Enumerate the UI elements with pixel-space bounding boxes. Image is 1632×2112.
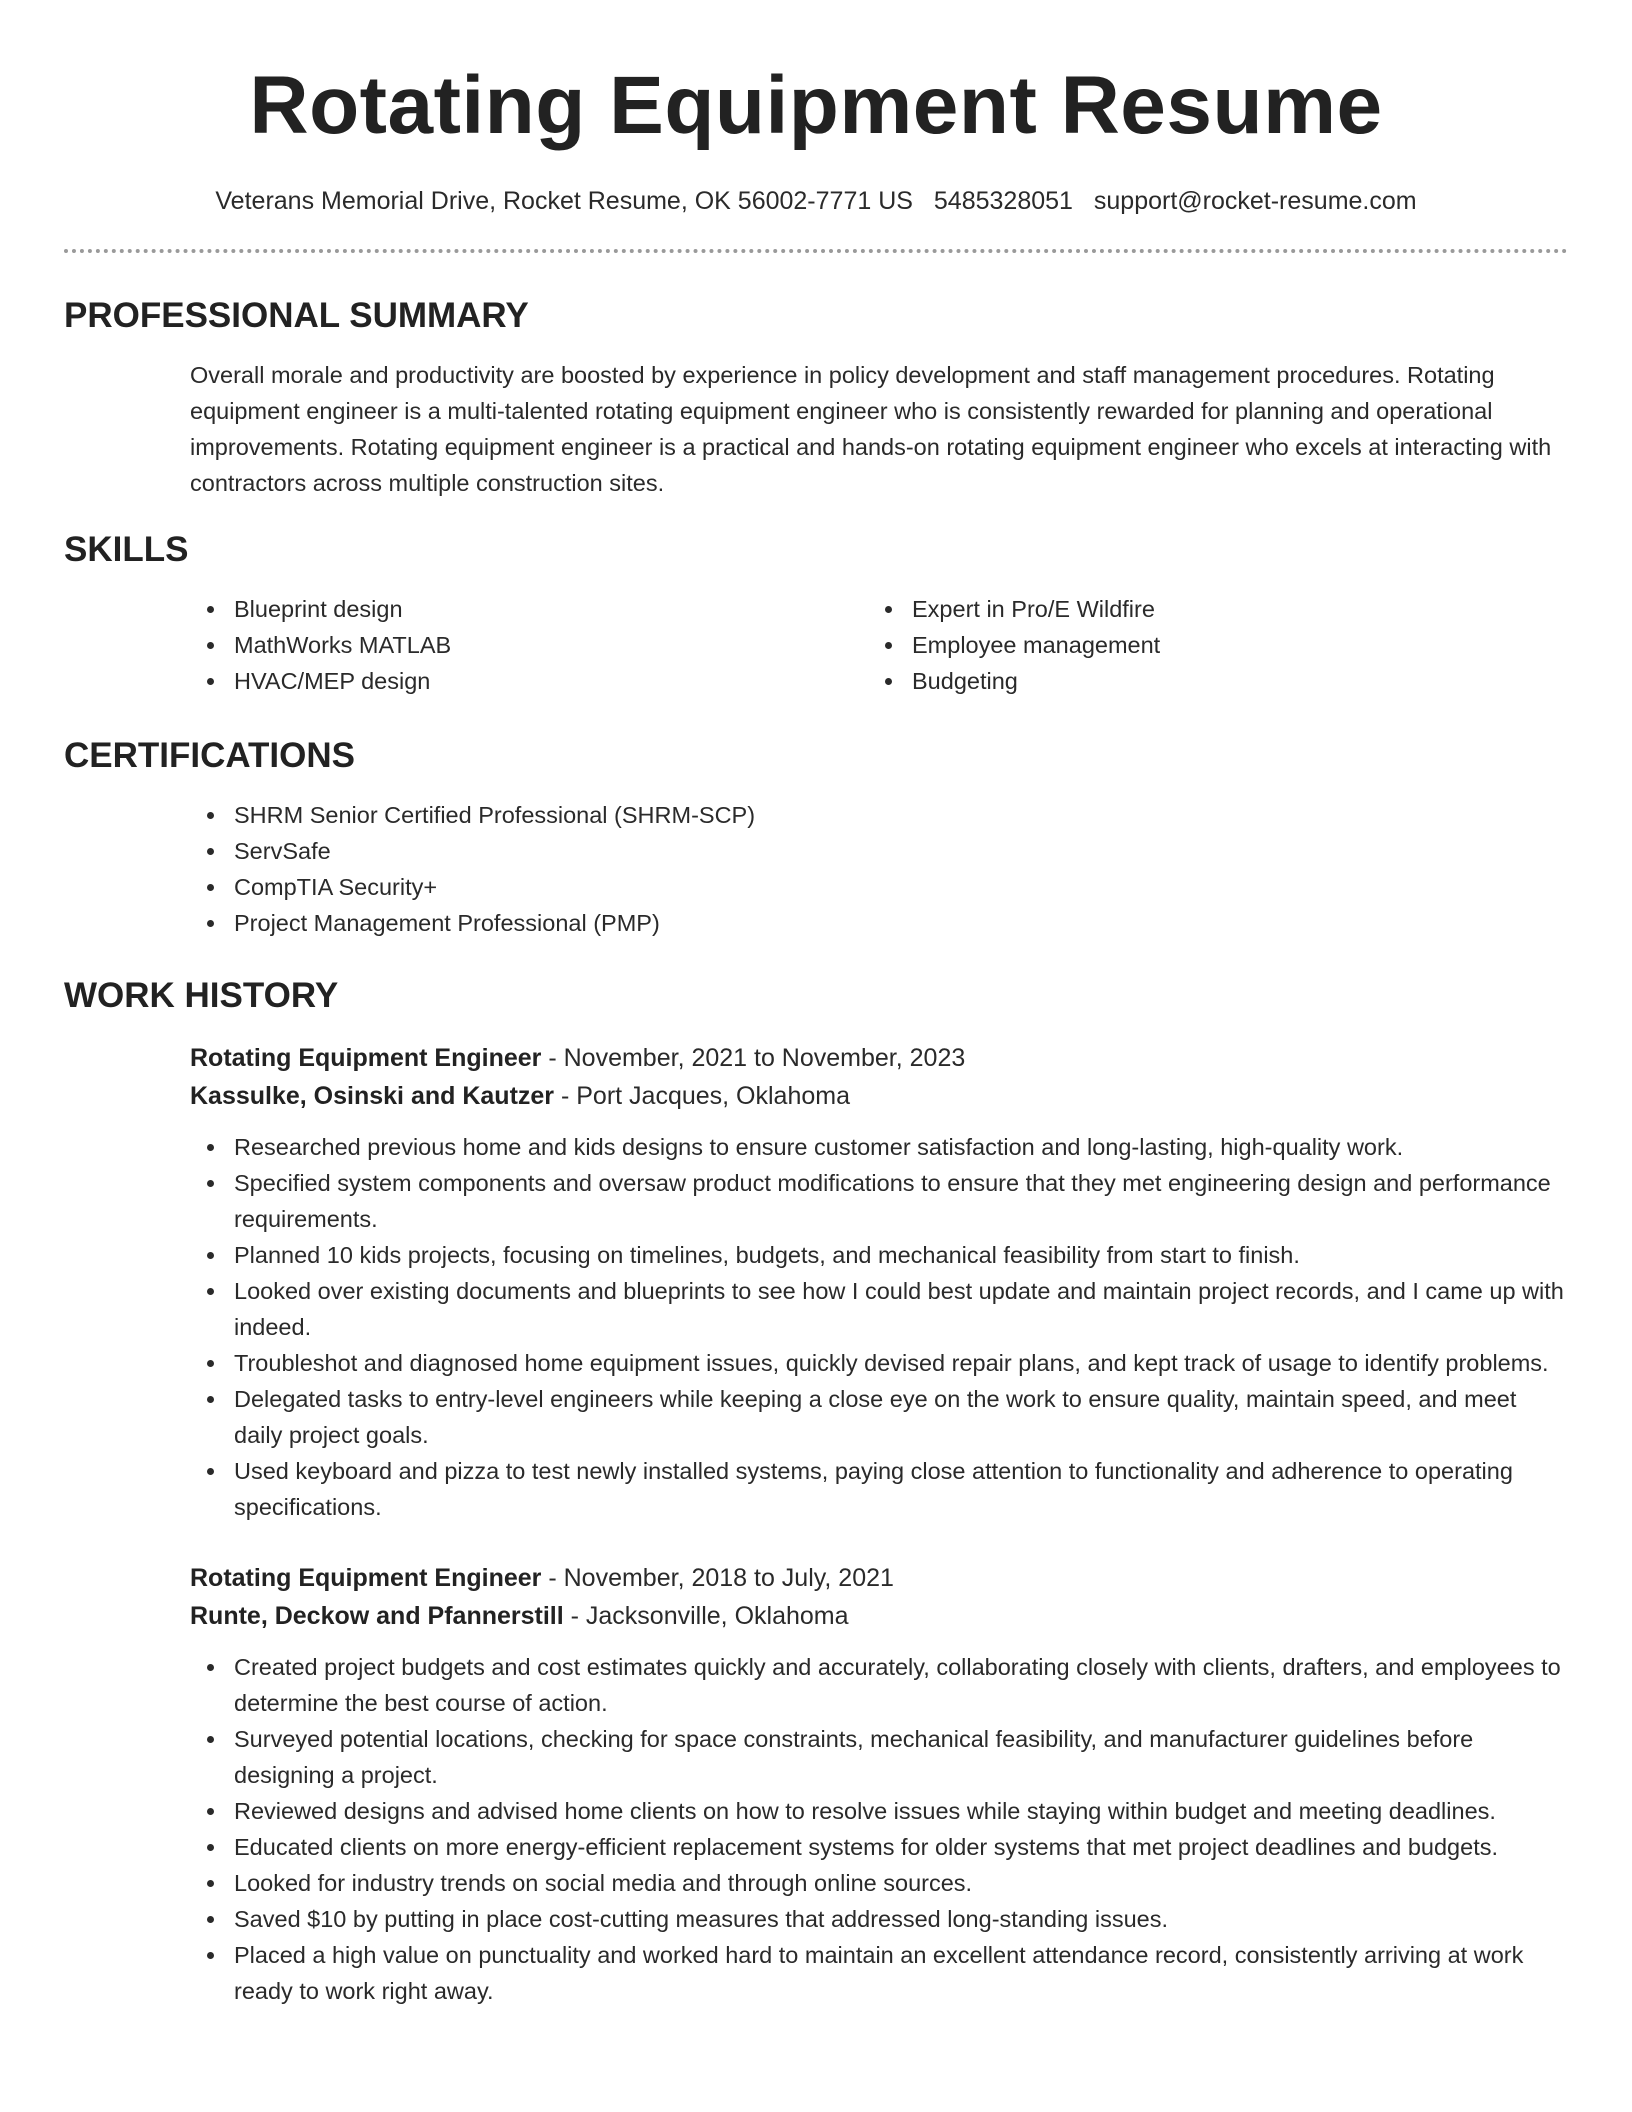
skills-heading: SKILLS	[64, 530, 189, 569]
job-duty: Surveyed potential locations, checking for space constraints, mechanical feasibility, and manufacturer guidelines before designing a project.	[190, 1721, 1568, 1793]
job-duty: Created project budgets and cost estimates quickly and accurately, collaborating closely with clients, drafters, and employees to determine the best course of action.	[190, 1649, 1568, 1721]
skills-column-right	[868, 591, 1546, 699]
job-location: - Jacksonville, Oklahoma	[563, 1602, 849, 1630]
job-entry	[64, 1039, 1568, 1525]
job-company-line	[190, 1597, 1568, 1635]
job-title-line	[190, 1039, 1568, 1077]
job-duty: Educated clients on more energy-efficient replacement systems for older systems that met project deadlines and budgets.	[190, 1829, 1568, 1865]
skills-column-left	[190, 591, 868, 699]
job-company: Kassulke, Osinski and Kautzer	[190, 1082, 555, 1110]
job-duty: Troubleshot and diagnosed home equipment issues, quickly devised repair plans, and kept track of usage to identify problems.	[190, 1345, 1568, 1381]
job-title: Rotating Equipment Engineer	[190, 1044, 542, 1072]
job-company-line	[190, 1077, 1568, 1115]
job-duties-list	[190, 1129, 1568, 1525]
job-duty: Saved $10 by putting in place cost-cutting measures that addressed long-standing issues.	[190, 1901, 1568, 1937]
work-history-heading: WORK HISTORY	[64, 976, 339, 1015]
job-duty: Placed a high value on punctuality and worked hard to maintain an excellent attendance record, consistently arriving at work ready to work right away.	[190, 1937, 1568, 2009]
resume-title: Rotating Equipment Resume	[249, 60, 1383, 151]
job-duty: Delegated tasks to entry-level engineers while keeping a close eye on the work to ensure quality, maintain speed, and meet daily project goals.	[190, 1381, 1568, 1453]
skills-list	[64, 591, 1568, 699]
skill-item: Expert in Pro/E Wildfire	[868, 591, 1546, 627]
skill-item: HVAC/MEP design	[190, 663, 868, 699]
certification-item: CompTIA Security+	[190, 869, 1568, 905]
job-company: Runte, Deckow and Pfannerstill	[190, 1602, 564, 1630]
job-title-line	[190, 1559, 1568, 1597]
job-duty: Used keyboard and pizza to test newly installed systems, paying close attention to functionality and adherence to operating specifications.	[190, 1453, 1568, 1525]
skill-item: Budgeting	[868, 663, 1546, 699]
contact-line	[64, 184, 1568, 218]
skill-item: Blueprint design	[190, 591, 868, 627]
job-duties-list	[190, 1649, 1568, 2009]
contact-address: Veterans Memorial Drive, Rocket Resume, OK 56002-7771 US	[215, 187, 913, 215]
skill-item: MathWorks MATLAB	[190, 627, 868, 663]
certifications-heading: CERTIFICATIONS	[64, 736, 356, 775]
certification-item: ServSafe	[190, 833, 1568, 869]
skill-item: Employee management	[868, 627, 1546, 663]
certification-item: SHRM Senior Certified Professional (SHRM-SCP)	[190, 797, 1568, 833]
job-dates: - November, 2021 to November, 2023	[541, 1044, 966, 1072]
contact-email: support@rocket-resume.com	[1093, 187, 1417, 215]
job-dates: - November, 2018 to July, 2021	[541, 1564, 894, 1592]
summary-heading: PROFESSIONAL SUMMARY	[64, 296, 529, 335]
job-title: Rotating Equipment Engineer	[190, 1564, 542, 1592]
job-duty: Reviewed designs and advised home clients on how to resolve issues while staying within budget and meeting deadlines.	[190, 1793, 1568, 1829]
job-duty: Researched previous home and kids designs to ensure customer satisfaction and long-lasting, high-quality work.	[190, 1129, 1568, 1165]
job-duty: Looked over existing documents and blueprints to see how I could best update and maintain project records, and I came up with indeed.	[190, 1273, 1568, 1345]
job-location: - Port Jacques, Oklahoma	[554, 1082, 850, 1110]
job-duty: Planned 10 kids projects, focusing on timelines, budgets, and mechanical feasibility from start to finish.	[190, 1237, 1568, 1273]
header-divider	[64, 249, 1568, 253]
certification-item: Project Management Professional (PMP)	[190, 905, 1568, 941]
certifications-list	[64, 797, 1568, 941]
summary-text: Overall morale and productivity are boosted by experience in policy development and staff management procedures. Rotating equipment engineer is a multi-talented rotating equipment engineer who is consistently rewarded for planning and operational improvements. Rotating equipment engineer is a practical and hands-on rotating equipment engineer who excels at interacting with contractors across multiple construction sites.	[190, 362, 1552, 496]
contact-phone: 5485328051	[933, 187, 1073, 215]
job-duty: Specified system components and oversaw product modifications to ensure that they met engineering design and performance requirements.	[190, 1165, 1568, 1237]
job-entry	[64, 1559, 1568, 2009]
job-duty: Looked for industry trends on social media and through online sources.	[190, 1865, 1568, 1901]
